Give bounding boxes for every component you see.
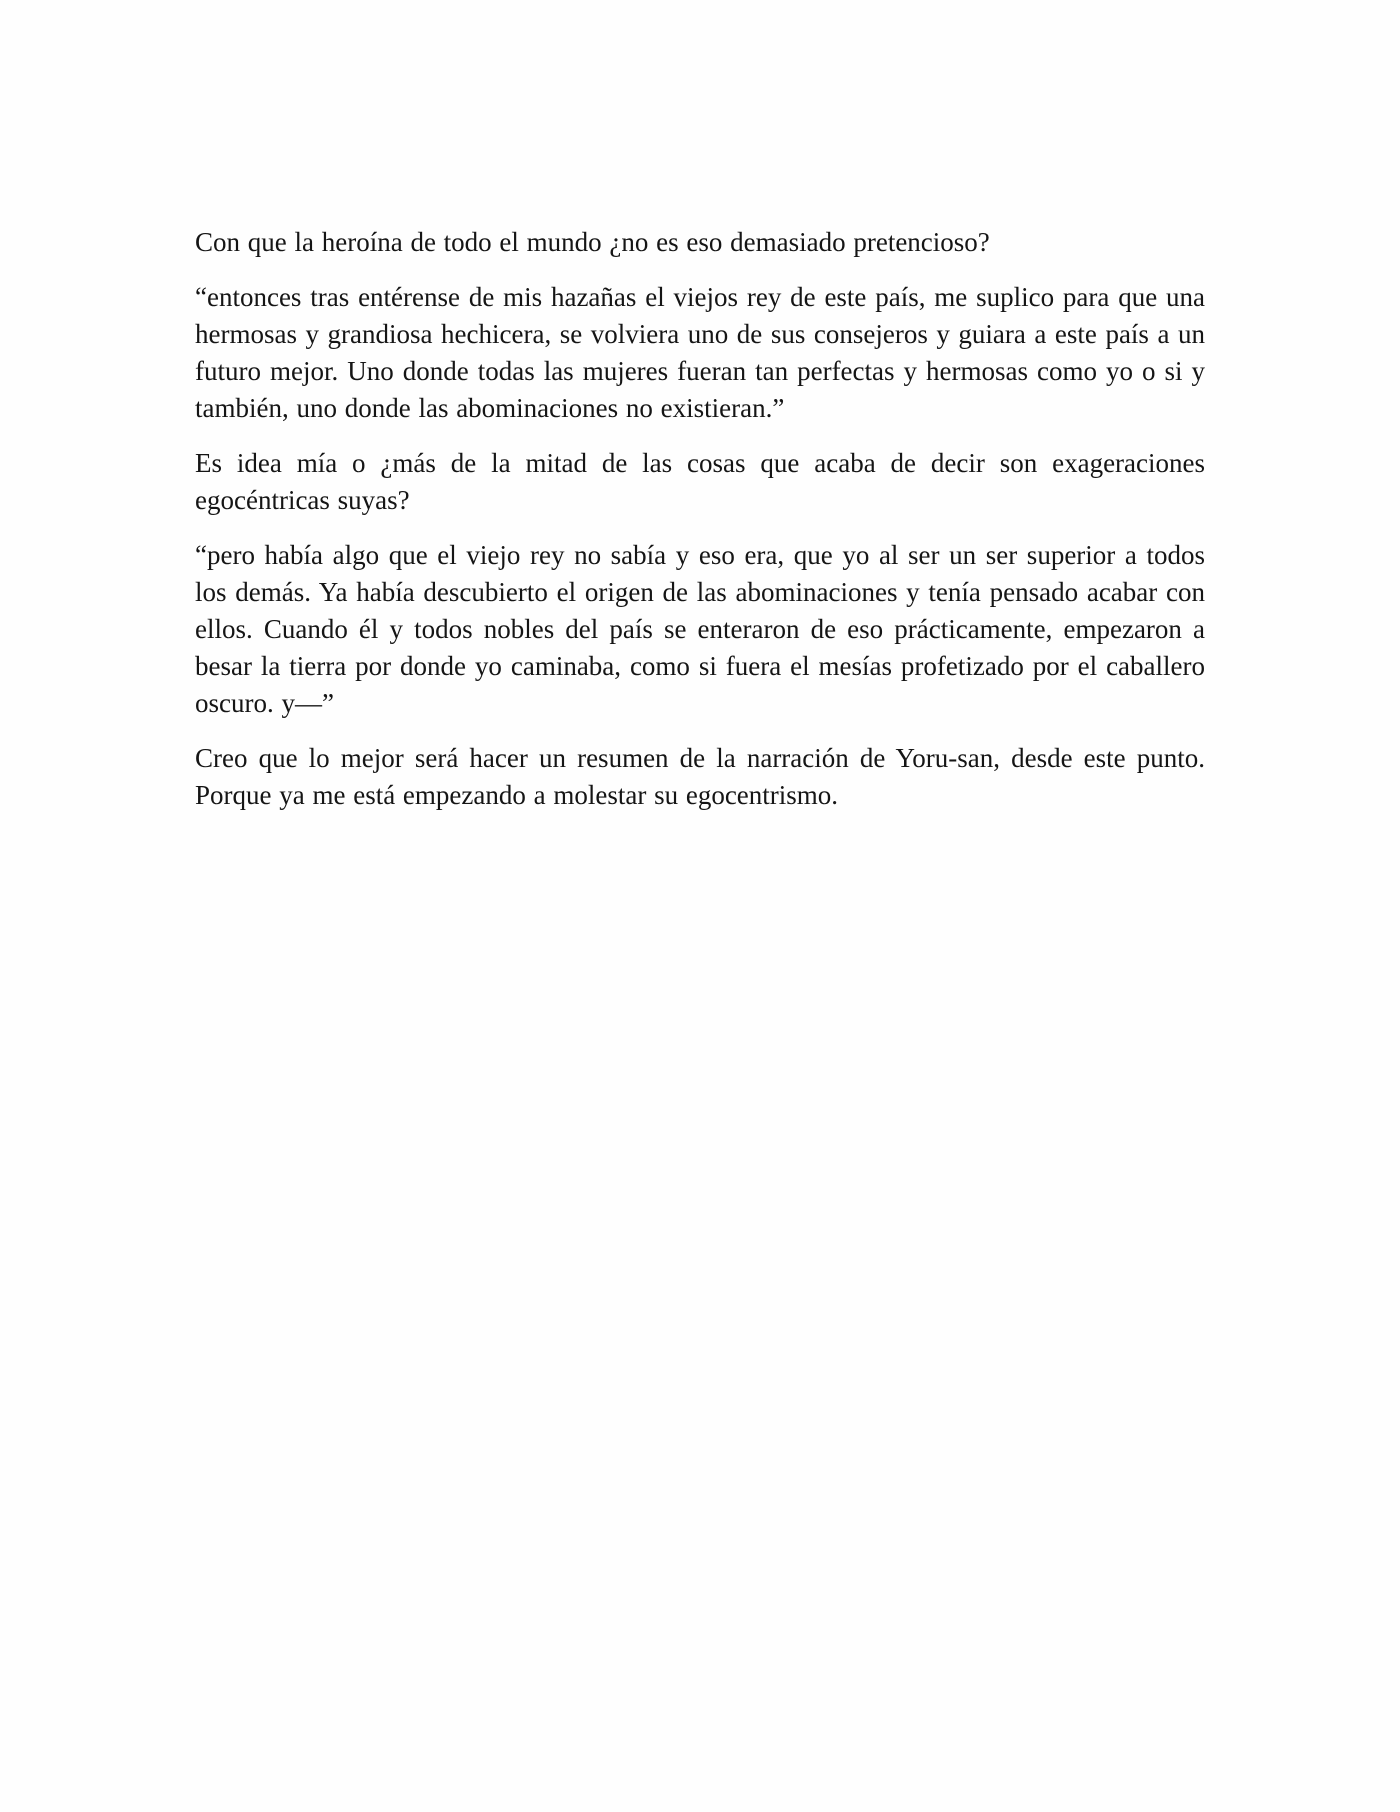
paragraph-2: “entonces tras entérense de mis hazañas el viejos rey de este país, me suplico para que una hermosas y grandiosa hechicera, se volviera uno de sus consejeros y guiara a este país a un futuro mejor. Uno donde todas las mujeres fueran tan perfectas y hermosas como yo o si y también, uno donde las abominaciones no existieran.” bbox=[195, 282, 1205, 423]
paragraph-5: Creo que lo mejor será hacer un resumen de la narración de Yoru-san, desde este punto. Porque ya me está empezando a molestar su egocentrismo. bbox=[195, 743, 1205, 810]
paragraph-4: “pero había algo que el viejo rey no sabía y eso era, que yo al ser un ser superior a todos los demás. Ya había descubierto el origen de las abominaciones y tenía pensado acabar con ellos. Cuando él y todos nobles del país se enteraron de eso prácticamente, empezaron a besar la tierra por donde yo caminaba, como si fuera el mesías profetizado por el caballero oscuro. y—” bbox=[195, 540, 1205, 718]
body-text bbox=[195, 224, 1205, 832]
paragraph-3: Es idea mía o ¿más de la mitad de las cosas que acaba de decir son exageraciones egocéntricas suyas? bbox=[195, 448, 1205, 515]
paragraph-1: Con que la heroína de todo el mundo ¿no es eso demasiado pretencioso? bbox=[195, 227, 990, 257]
